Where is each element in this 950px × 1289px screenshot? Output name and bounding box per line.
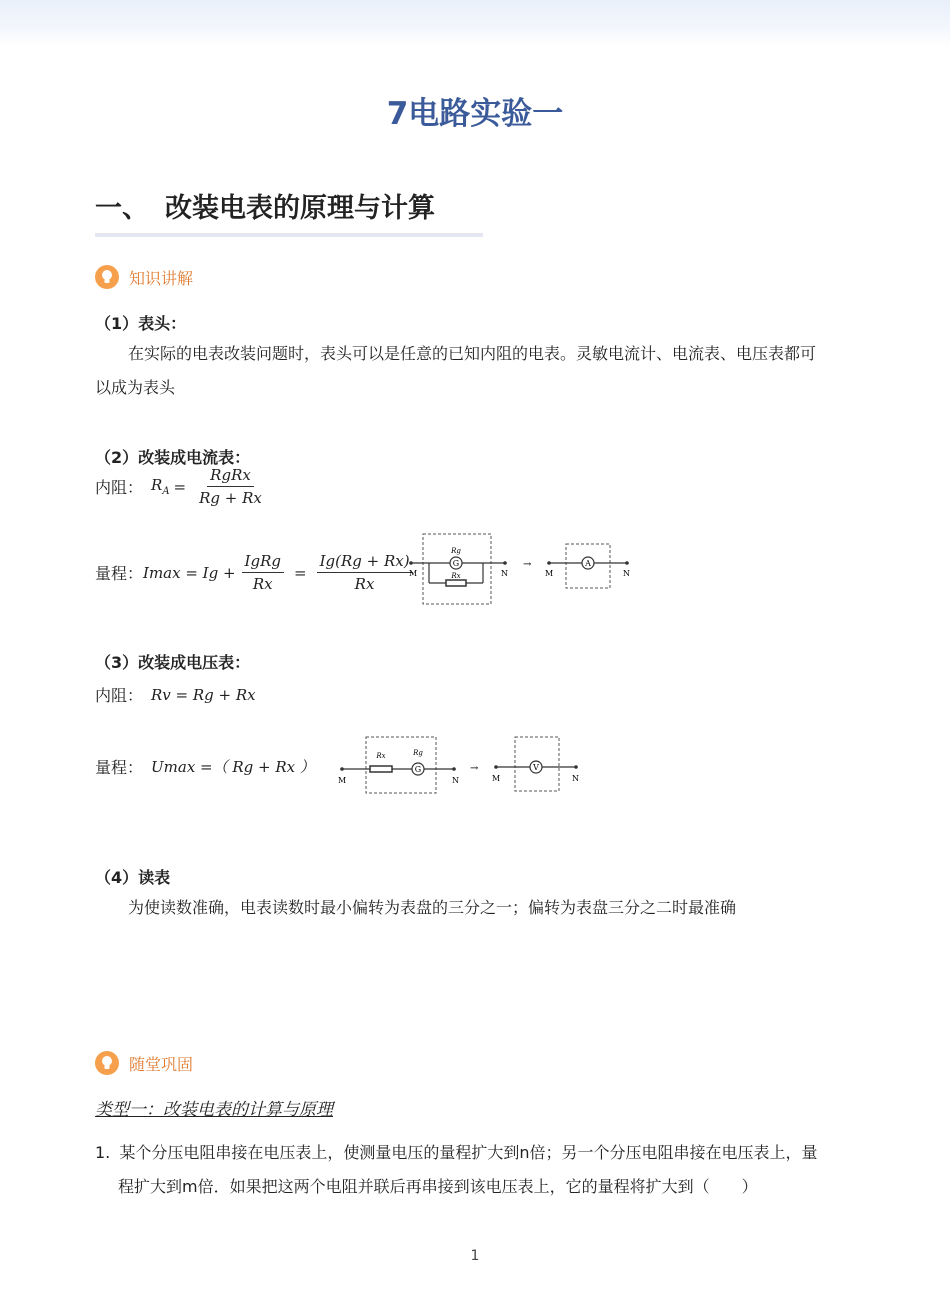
ra-fraction — [196, 466, 265, 507]
label-m: M — [338, 776, 347, 785]
problem-type-title: 类型一：改装电表的计算与原理 — [95, 1100, 333, 1120]
subheading-2: （2）改装成电流表： — [95, 448, 251, 467]
section-heading — [95, 186, 435, 225]
transform-arrow: → — [470, 763, 479, 774]
result-terminal-m — [547, 561, 551, 565]
voltmeter-letter: V — [533, 763, 539, 772]
resistance-label: 内阻： — [95, 686, 144, 705]
ammeter-range-formula — [95, 552, 419, 593]
rx-label: Rx — [451, 572, 461, 580]
rv-expression: Rv = Rg + Rx — [151, 685, 256, 704]
resistance-label: 内阻： — [95, 478, 144, 497]
series-resistor — [370, 766, 392, 772]
transform-arrow: → — [523, 559, 532, 570]
rg-label: Rg — [413, 749, 423, 757]
ra-letter: R — [151, 476, 163, 494]
practice-tag-label: 随堂巩固 — [129, 1054, 194, 1074]
result-terminal-n — [574, 765, 578, 769]
imax-lhs: Imax = Ig + — [143, 563, 236, 582]
label-n: N — [501, 569, 508, 578]
question-number: 1. — [95, 1143, 111, 1162]
section-underline — [95, 233, 483, 237]
subheading-3: （3）改装成电压表： — [95, 653, 251, 672]
imax-fraction-2-numerator: Ig(Rg + Rx) — [317, 552, 413, 573]
knowledge-tag-label: 知识讲解 — [129, 268, 194, 288]
terminal-n — [452, 767, 456, 771]
knowledge-tag — [95, 265, 193, 289]
voltmeter-range-formula — [95, 755, 315, 778]
ammeter-letter: A — [585, 559, 591, 568]
umax-expression: Umax =（ Rg + Rx ） — [151, 758, 315, 776]
equals-sign: = — [293, 563, 307, 582]
imax-fraction-2-denominator: Rx — [354, 575, 375, 593]
terminal-m — [409, 561, 413, 565]
equals-sign: = — [173, 477, 187, 496]
range-label: 量程： — [95, 758, 144, 777]
result-label-m: M — [492, 774, 501, 783]
section-number: 一、 — [95, 193, 149, 224]
imax-fraction-2 — [317, 552, 413, 593]
practice-tag — [95, 1051, 193, 1075]
voltmeter-resistance-formula — [95, 683, 256, 706]
ammeter-circuit-diagram — [405, 530, 640, 610]
result-label-m: M — [545, 569, 554, 578]
galvanometer-letter: G — [414, 765, 422, 774]
galvanometer-letter: G — [452, 559, 460, 568]
lightbulb-icon — [95, 265, 119, 289]
ra-numerator: RgRx — [207, 466, 254, 487]
label-n: N — [452, 776, 459, 785]
document-title: 7电路实验一 — [386, 96, 564, 132]
ammeter-resistance-formula — [95, 466, 271, 507]
rg-label: Rg — [451, 547, 461, 555]
result-label-n: N — [572, 774, 579, 783]
header-band — [0, 0, 950, 46]
shunt-resistor — [446, 580, 466, 586]
imax-fraction-1-denominator: Rx — [252, 575, 273, 593]
rx-label: Rx — [376, 752, 386, 760]
terminal-n — [503, 561, 507, 565]
question-1-line1 — [95, 1136, 818, 1170]
result-label-n: N — [623, 569, 630, 578]
paragraph-1-line2: 以成为表头 — [95, 378, 176, 397]
paragraph-1-line1: 在实际的电表改装问题时，表头可以是任意的已知内阻的电表。灵敏电流计、电流表、电压表都可 — [128, 344, 817, 363]
range-label: 量程： — [95, 564, 144, 583]
voltmeter-box — [366, 737, 436, 793]
result-terminal-n — [625, 561, 629, 565]
imax-fraction-1-numerator: IgRg — [242, 552, 284, 573]
subheading-4: （4）读表 — [95, 868, 171, 887]
terminal-m — [340, 767, 344, 771]
question-1-line2: 程扩大到m倍．如果把这两个电阻并联后再串接到该电压表上，它的量程将扩大到（ ） — [118, 1177, 758, 1196]
imax-fraction-1 — [242, 552, 284, 593]
ra-symbol — [151, 476, 170, 497]
lightbulb-icon — [95, 1051, 119, 1075]
result-terminal-m — [494, 765, 498, 769]
paragraph-4: 为使读数准确，电表读数时最小偏转为表盘的三分之一；偏转为表盘三分之二时最准确 — [128, 898, 737, 917]
page-number: 1 — [470, 1248, 480, 1264]
subheading-1: （1）表头： — [95, 314, 187, 333]
ra-denominator: Rg + Rx — [199, 489, 262, 507]
question-1-text-line1: 某个分压电阻串接在电压表上，使测量电压的量程扩大到n倍；另一个分压电阻串接在电压表上，量 — [119, 1143, 818, 1162]
ra-subscript: A — [162, 486, 170, 497]
section-title: 改装电表的原理与计算 — [165, 193, 435, 224]
voltmeter-circuit-diagram — [332, 733, 587, 799]
label-m: M — [409, 569, 418, 578]
